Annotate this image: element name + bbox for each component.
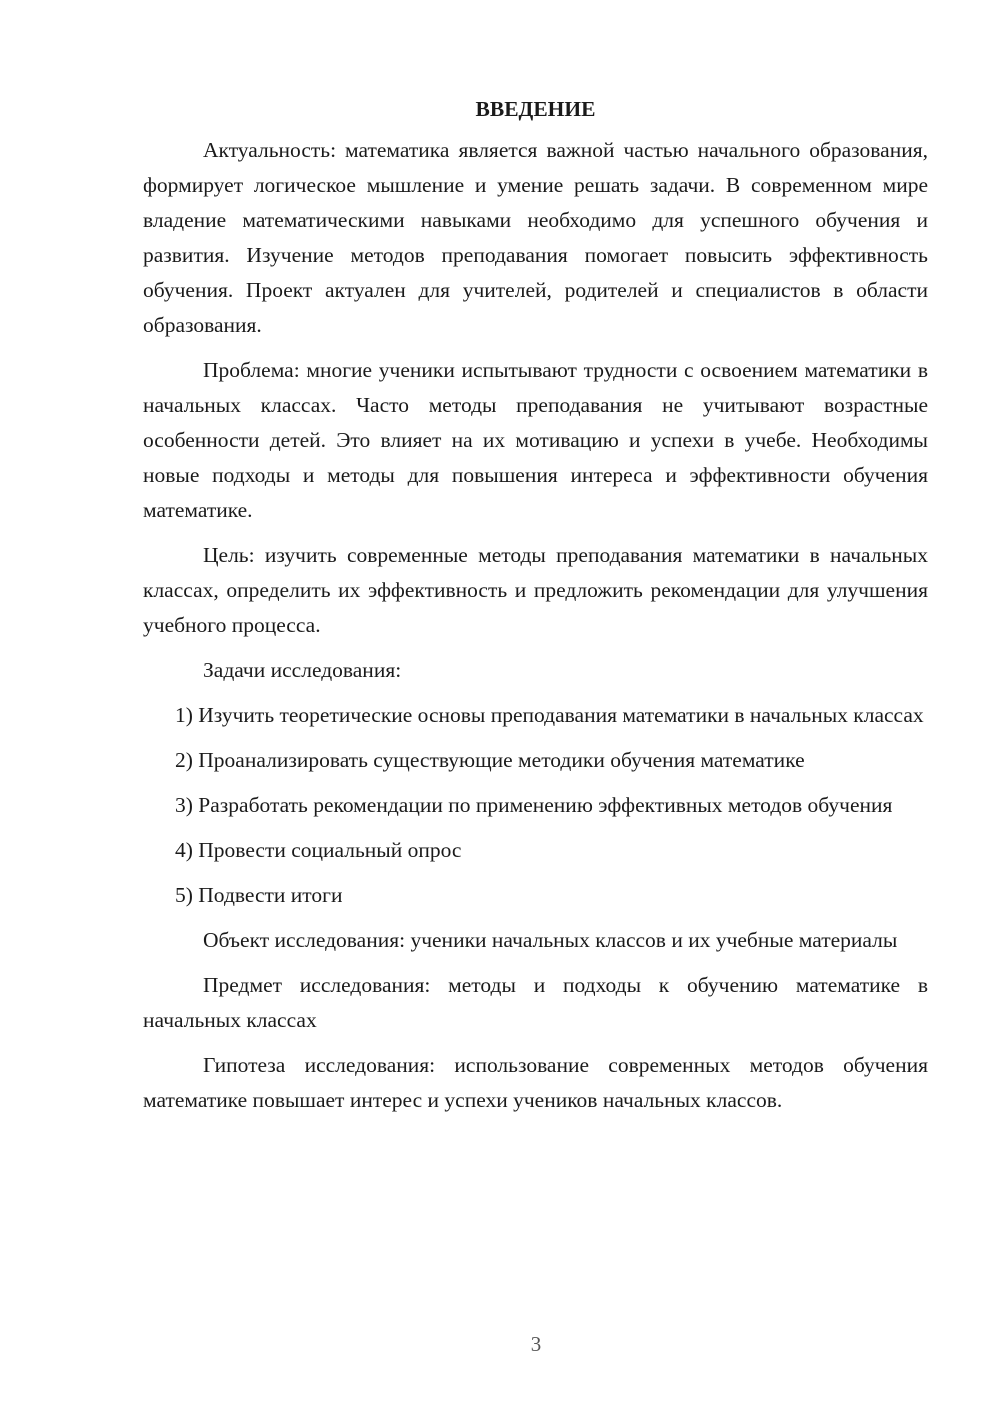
goal-paragraph: Цель: изучить современные методы преподавания математики в начальных классах, определить их эффективность и предложить рекомендации для улучшения учебного процесса. [143, 543, 928, 637]
problem-paragraph: Проблема: многие ученики испытывают трудности с освоением математики в начальных классах. Часто методы преподавания не учитывают возрастные особенности детей. Это влияет на их мотивацию и успехи в учебе. Необходимы новые подходы и методы для повышения интереса и эффективности обучения математике. [143, 358, 928, 522]
hypothesis-paragraph: Гипотеза исследования: использование современных методов обучения математике повышает интерес и успехи учеников начальных классов. [143, 1053, 928, 1112]
task-item-5: 5) Подвести итоги [175, 883, 343, 907]
task-item-4: 4) Провести социальный опрос [175, 838, 462, 862]
subject-paragraph: Предмет исследования: методы и подходы к обучению математике в начальных классах [143, 973, 928, 1032]
tasks-heading: Задачи исследования: [203, 658, 402, 682]
page-content [143, 92, 928, 1128]
page-title: ВВЕДЕНИЕ [475, 97, 596, 121]
object-paragraph: Объект исследования: ученики начальных классов и их учебные материалы [203, 928, 898, 952]
page-number: 3 [530, 1332, 542, 1356]
task-item-2: 2) Проанализировать существующие методики обучения математике [175, 748, 805, 772]
task-item-3: 3) Разработать рекомендации по применению эффективных методов обучения [175, 793, 893, 817]
task-item-1: 1) Изучить теоретические основы преподавания математики в начальных классах [175, 703, 924, 727]
relevance-paragraph: Актуальность: математика является важной частью начального образования, формирует логическое мышление и умение решать задачи. В современном мире владение математическими навыками необходимо для успешного обучения и развития. Изучение методов преподавания помогает повысить эффективность обучения. Проект актуален для учителей, родителей и специалистов в области образования. [143, 138, 928, 337]
